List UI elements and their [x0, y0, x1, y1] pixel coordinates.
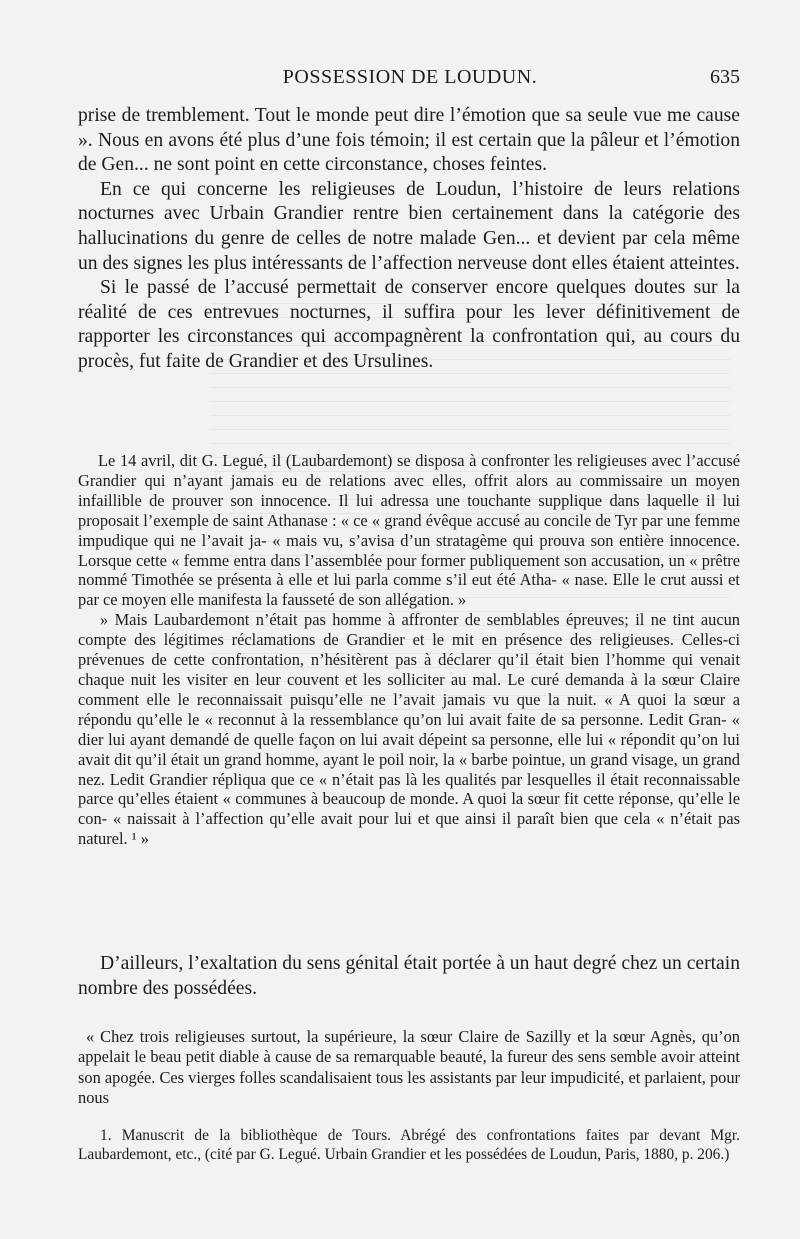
paragraph-confrontation: Si le passé de l’accusé permettait de conserver encore quelques doutes sur la réalité de ces entrevues nocturnes, il suffira pour les lever définitivement de rapporter les circonstances qui accompagnèrent la confrontation qui, au cours du procès, fut faite de Grandier et des Ursulines.	[78, 277, 740, 372]
footnote-text: 1. Manuscrit de la bibliothèque de Tours. Abrégé des confrontations faites par devant Mgr. Laubardemont, etc., (cité par G. Legué. Urbain Grandier et les possédées de Loudun, Paris, 1880, p. 206.)	[78, 1127, 740, 1163]
quotation-block	[78, 451, 740, 849]
paragraph-religieuses: En ce qui concerne les religieuses de Loudun, l’histoire de leurs relations nocturnes avec Urbain Grandier rentre bien certainement dans la catégorie des hallucinations du genre de celles de notre malade Gen... et devient par cela même un des signes les plus intéressants de l’affection nerveuse dont elles étaient atteintes.	[78, 178, 740, 274]
quote-paragraph-laubardemont: » Mais Laubardemont n’était pas homme à affronter de semblables épreuves; il ne tint aucun compte des légitimes réclamations de Grandier et le mit en présence des religieuses. Celles-ci prévenues de cette confrontation, n’hésitèrent pas à déclarer qu’il était bien l’homme qui venait chaque nuit les visiter en leur couvent et les solliciter au mal. Le curé demanda à la sœur Claire comment elle le reconnaissait puisqu’elle ne l’avait jamais vu que la nuit. « A quoi la sœur a répondu qu’elle le « reconnut à la ressemblance qu’on lui avait faite de sa personne. Ledit Gran- « dier lui ayant demandé de quelle façon on lui avait dépeint sa personne, elle lui « répondit qu’on lui avait dit qu’il était un grand homme, ayant le poil noir, la « barbe pointue, un grand visage, un grand nez. Ledit Grandier répliqua que ce « n’était pas là les qualités par lesquelles il était reconnaissable parce qu’elles étaient « communes à beaucoup de monde. A quoi la sœur fit cette réponse, qu’elle le con- « naissait à l’affection qu’elle avait pour lui et que ainsi il paraît bien que cela « n’était pas naturel. ¹ »	[78, 610, 740, 849]
paragraph-exaltation: D’ailleurs, l’exaltation du sens génital était portée à un haut degré chez un certain nombre des possédées.	[78, 953, 740, 999]
quote-paragraph-athanase: Le 14 avril, dit G. Legué, il (Laubardemont) se disposa à confronter les religieuses avec l’accusé Grandier qui n’ayant jamais eu de relations avec elles, offrit alors au commissaire un moyen infaillible de prouver son innocence. Il lui adressa une touchante supplique dans laquelle il lui proposait l’exemple de saint Athanase : « ce « grand évêque accusé au concile de Tyr par une femme impudique qui ne l’avait ja- « mais vu, s’avisa d’un stratagème qui prouva son entière innocence. Lorsque cette « femme entra dans l’assemblée pour former publiquement son accusation, un « prêtre nommé Timothée se présenta à elle et lui parla comme s’il eut été Atha- « nase. Elle le crut aussi et par ce moyen elle manifesta la fausseté de son allégation. »	[78, 451, 740, 610]
quotation-block-2	[78, 1027, 740, 1109]
main-text-middle	[78, 952, 740, 1001]
quote-paragraph-trois-religieuses: « Chez trois religieuses surtout, la supérieure, la sœur Claire de Sazilly et la sœur Agnès, qu’on appelait le beau petit diable à cause de sa remarquable beauté, la fureur des sens semble avoir atteint son apogée. Ces vierges folles scandalisaient tous les assistants par leur impudicité, et parlaient, pour nous	[78, 1027, 740, 1108]
paragraph-continuation: prise de tremblement. Tout le monde peut dire l’émotion que sa seule vue me cause ». Nous en avons été plus d’une fois témoin; il est certain que la pâleur et l’émotion de Gen... ne sont point en cette circonstance, choses feintes.	[78, 105, 740, 176]
page-number: 635	[710, 66, 740, 88]
running-title: POSSESSION DE LOUDUN.	[282, 66, 538, 88]
page-header	[80, 66, 740, 96]
footnote	[78, 1126, 740, 1164]
main-text-top	[78, 104, 740, 375]
